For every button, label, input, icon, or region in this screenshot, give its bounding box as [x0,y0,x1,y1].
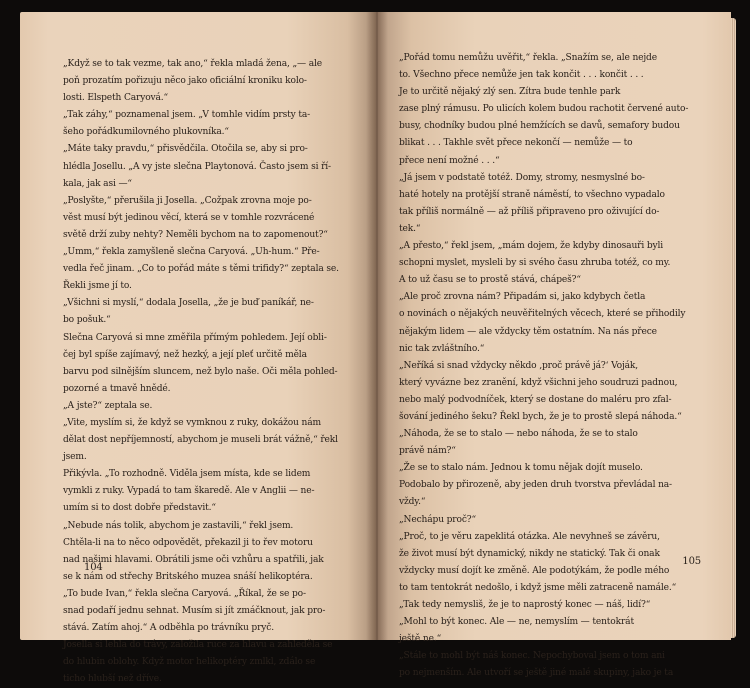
paragraph: „To bude Ivan,“ řekla slečna Caryová. „Říkal, že se po- snad podaří jednu sehnat. Musím si jít zmáčknout, jak pro- stává. Zatím ahoj.“ A odběhla po trávníku pryč. [63,588,326,634]
paragraph: „Neříká si snad vždycky někdo ‚proč právě já?‘ Voják, který vyvázne bez zranění, když všichni jeho soudruzi padnou, nebo malý podvodníček, který se dostane do maléru pro zfal- šování jediného šeku? Řekl bych, že je to prostě slepá náhoda.“ [399,360,682,422]
paragraph: „Tak tedy nemysliš, že je to naprostý konec — náš, lidí?“ [399,600,651,610]
paragraph: „Stále to mohl být náš konec. Nepochyboval jsem o tom ani po nejmenším. Ale utvoří se ještě jiné malé skupiny, jako je ta [399,651,674,679]
paragraph: „Máte taky pravdu,“ přisvědčila. Otočila se, aby si pro- hlédla Josellu. „A vy jste slečna Playtonová. Často jsem si ří- kala, jak asi —“ [63,144,331,189]
paragraph: „A přesto,“ řekl jsem, „mám dojem, že kdyby dinosauři byli schopni myslet, mysleli by si svého času zhruba totéž, co my. A to už času se to prostě stává, chápeš?“ [399,241,671,286]
paragraph: „Pořád tomu nemůžu uvěřit,“ řekla. „Snažím se, ale nejde to. Všechno přece nemůže jen tak končit . . . končit . . . Je to určitě nějaký zlý sen. Zítra bude tenhle park zase plný rámusu. Po ulicích kolem budou rachotit červené auto- busy, chodníky budou plné hemžících se davů, semafory budou blikat . . . Takhle svět přece nekončí — nemůže — to přece není možné . . .“ [399,53,689,166]
paragraph: „Tak záhy,“ poznamenal jsem. „V tomhle vidím prsty ta- šeho pořádkumilovného plukovníka.“ [63,110,311,138]
paragraph: „Já jsem v podstatě totéž. Domy, stromy, nesmyslné bo- haté hotely na protější straně náměstí, to všechno vypadalo tak příliš normálně — až příliš připraveno pro oživující do- tek.“ [399,172,665,234]
paragraph: Slečna Caryová si mne změřila přímým pohledem. Její obli- čej byl spíše zajímavý, než hezký, a její pleť určitě měla barvu pod silnějším sluncem, než bylo naše. Oči měla pohled- pozorné a tmavě hnědé. [63,332,338,394]
paragraph: „Proč, to je věru zapeklitá otázka. Ale nevyhneš se závěru, že život musí být dynamický, nikdy ne statický. Tak či onak vždycky musí dojít ke změně. Ale podotýkám, že podle mého to tam tentokrát nedošlo, i když jsme měli zatraceně namále.“ [399,531,677,593]
right-page-text [399,50,691,682]
paragraph: „Poslyšte,“ přerušila ji Josella. „Cožpak zrovna moje po- věst musí být jedinou věcí, která se v tomhle rozvrácené světě drží zuby nehty? Neměli bychom na to zapomenout?“ [63,195,328,240]
paragraph: „Náhoda, že se to stalo — nebo náhoda, že se to stalo právě nám?“ [399,429,638,457]
right-page [376,12,731,679]
paragraph: „Vite, myslím si, že když se vymknou z ruky, dokážou nám dělat dost nepříjemností, abychom je museli brát vážně,“ řekl jsem. [63,417,338,463]
paragraph: „Všichni si myslí,“ dodala Josella, „že je buď paníkář, ne- bo pošuk.“ [63,298,314,326]
right-page-number: 105 [682,555,701,567]
paragraph: „Nebude nás tolik, abychom je zastavili,“ řekl jsem. [63,520,294,531]
left-page [20,12,376,685]
paragraph: Josella si lehla do trávy, založila ruce za hlavu a zahleděla se do hlubin oblohy. Když motor helikoptéry zmlkl, zdálo se ticho hlubší než dříve. [63,640,333,685]
paragraph: „Že se to stalo nám. Jednou k tomu nějak dojít muselo. Podobalo by přirozeně, aby jeden druh tvorstva převládal na- vždy.“ [399,463,672,508]
paragraph: „Mohl to být konec. Ale — ne, nemyslím — tentokrát ještě ne.“ [399,617,634,645]
paragraph: „Když se to tak vezme, tak ano,“ řekla mladá žena, „— ale poň prozatím pořizuju něco jako oficiální kroniku kolo- losti. Elspeth Caryová.“ [63,59,322,104]
paragraph: „A jste?“ zeptala se. [63,400,153,411]
book-gutter [366,12,388,640]
open-book [20,12,735,685]
paragraph: Chtěla-li na to něco odpovědět, překazil ji to řev motoru nad našimi hlavami. Obrátili jsme oči vzhůru a spatřili, jak se k nám od střechy Britského muzea snáší helikoptéra. [63,537,324,582]
paragraph: „Umm,“ řekla zamyšleně slečna Caryová. „Uh-hum.“ Pře- vedla řeč jinam. „Co to pořád máte s těmi trifidy?“ zeptala se. [63,247,339,275]
paragraph: Přikývla. „To rozhodně. Viděla jsem místa, kde se lidem vymkli z ruky. Vypadá to tam škaredě. Ale v Anglii — ne- umím si to dost dobře představit.“ [63,469,315,514]
left-page-number: 104 [84,561,103,573]
left-page-text [63,56,362,688]
paragraph: Řekli jsme jí to. [63,281,132,292]
paragraph: „Nechápu proč?“ [399,514,477,525]
paragraph: „Ale proč zrovna nám? Připadám si, jako kdybych četla o novinách o nějakých neuvěřitelných věcech, které se přihodily nějakým lidem — ale vždycky těm ostatním. Na nás přece nic tak zvláštního.“ [399,292,686,354]
